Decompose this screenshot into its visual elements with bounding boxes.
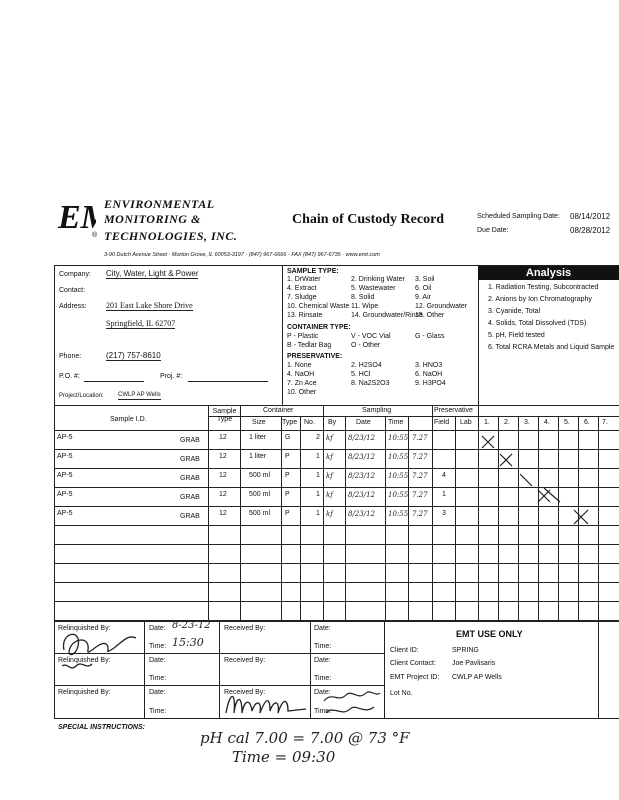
- row-container-type: G: [285, 434, 291, 441]
- row-by: kf: [326, 434, 333, 442]
- date-label-3: Date:: [149, 657, 166, 664]
- row-by: kf: [326, 453, 333, 461]
- signature-relinquished: [56, 622, 146, 682]
- received-by-label-1: Received By:: [224, 625, 266, 632]
- relinquished-by-label-1: Relinquished By:: [58, 625, 111, 632]
- sample-type-item: 2. Drinking Water: [351, 276, 405, 283]
- row-temp: 7.27: [412, 491, 428, 499]
- row-field: 3: [442, 510, 446, 517]
- sample-type-title: SAMPLE TYPE:: [287, 268, 339, 275]
- row-time: 10:55: [388, 510, 409, 518]
- row-time: 10:55: [388, 453, 409, 461]
- row-grab: GRAB: [180, 475, 200, 482]
- analysis-col-6: 6.: [584, 419, 590, 426]
- client-id-label: Client ID:: [390, 647, 419, 654]
- col-sample-type: Sample Type: [212, 408, 237, 423]
- date-value-1: 8-23-12: [172, 620, 211, 631]
- date-label-5: Date:: [149, 689, 166, 696]
- check-mark-icon: [482, 436, 494, 448]
- sample-type-item: 6. Oil: [415, 285, 432, 292]
- row-container-type: P: [285, 510, 290, 517]
- row-date: 8/23/12: [348, 434, 375, 442]
- company-label: Company:: [59, 271, 91, 278]
- container-type-item: P - Plastic: [287, 333, 319, 340]
- company-address: 3-90 Dutch Avenue Street · Morton Grove, IL 60053-3197 · (847) 967-6666 · FAX (847) 967-6735 · www.emt.com: [104, 252, 380, 258]
- received-by-label-2: Received By:: [224, 657, 266, 664]
- row-count: 1: [316, 453, 320, 460]
- project-location-value: CWLP AP Wells: [118, 392, 161, 398]
- address-line1: 201 East Lake Shore Drive: [106, 301, 193, 310]
- time-label-5: Time:: [149, 708, 167, 715]
- row-temp: 7.27: [412, 472, 428, 480]
- row-time: 10:55: [388, 472, 409, 480]
- preservative-item: 8. Na2S2O3: [351, 380, 390, 387]
- emt-logo-icon: [56, 190, 96, 238]
- col-by: By: [328, 419, 337, 426]
- col-field: Field: [434, 419, 450, 426]
- row-by: kf: [326, 472, 333, 480]
- logo: [56, 190, 96, 238]
- date-label-6: Date:: [314, 689, 331, 696]
- row-temp: 7.27: [412, 510, 428, 518]
- special-note-line1: pH cal 7.00 = 7.00 @ 73 °F: [200, 729, 410, 747]
- sample-type-item: 5. Wastewater: [351, 285, 396, 292]
- received-by-label-3: Received By:: [224, 689, 266, 696]
- row-size: 500 ml: [249, 510, 271, 517]
- col-type: Type: [282, 419, 298, 426]
- analysis-item: 5. pH, Field tested: [488, 332, 545, 339]
- row-sample-type: 12: [219, 453, 227, 460]
- analysis-check-marks: [478, 430, 619, 530]
- sample-type-item: 7. Sludge: [287, 294, 317, 301]
- row-container-type: P: [285, 453, 290, 460]
- preservative-item: 9. H3PO4: [415, 380, 446, 387]
- preservative-item: 1. None: [287, 362, 312, 369]
- project-id-value: CWLP AP Wells: [452, 674, 502, 681]
- row-temp: 7.27: [412, 434, 428, 442]
- preservative-item: 6. NaOH: [415, 371, 443, 378]
- time-value-1: 15:30: [172, 636, 204, 649]
- sample-type-item: 11. Wipe: [351, 303, 379, 310]
- row-container-type: P: [285, 472, 290, 479]
- due-date-value: 08/28/2012: [570, 226, 611, 235]
- row-count: 1: [316, 510, 320, 517]
- row-sample-id: AP-5: [57, 472, 73, 479]
- sample-type-item: 14. Groundwater/Rinse: [351, 312, 423, 319]
- container-type-item: O - Other: [351, 342, 381, 349]
- time-label-1: Time:: [149, 643, 167, 650]
- col-sample-id: Sample I.D.: [110, 416, 147, 423]
- row-date: 8/23/12: [348, 510, 375, 518]
- row-sample-type: 12: [219, 491, 227, 498]
- row-size: 500 ml: [249, 472, 271, 479]
- row-field: 1: [442, 491, 446, 498]
- proj-label: Proj. #:: [160, 373, 183, 380]
- row-sample-id: AP-5: [57, 453, 73, 460]
- row-sample-type: 12: [219, 434, 227, 441]
- date-label-4: Date:: [314, 657, 331, 664]
- project-id-label: EMT Project ID:: [390, 674, 440, 681]
- check-mark-icon: [520, 474, 532, 486]
- address-label: Address:: [59, 303, 87, 310]
- lot-no-label: Lot No.: [390, 690, 413, 697]
- col-lab: Lab: [460, 419, 472, 426]
- check-mark-icon: [538, 488, 560, 502]
- analysis-item: 6. Total RCRA Metals and Liquid Sample: [488, 344, 615, 351]
- analysis-col-4: 4.: [544, 419, 550, 426]
- time-label-3: Time:: [149, 675, 167, 682]
- row-by: kf: [326, 491, 333, 499]
- check-mark-icon: [574, 510, 588, 524]
- preservative-item: 7. Zn Ace: [287, 380, 317, 387]
- row-date: 8/23/12: [348, 453, 375, 461]
- container-type-item: G - Glass: [415, 333, 445, 340]
- scheduled-date-label: Scheduled Sampling Date:: [477, 213, 560, 220]
- special-note-line2: Time = 09:30: [232, 748, 336, 766]
- analysis-col-2: 2.: [504, 419, 510, 426]
- analysis-col-3: 3.: [524, 419, 530, 426]
- analysis-item: 3. Cyanide, Total: [488, 308, 541, 315]
- sample-type-item: 10. Chemical Waste: [287, 303, 350, 310]
- row-sample-type: 12: [219, 510, 227, 517]
- page-title: Chain of Custody Record: [292, 212, 445, 227]
- row-by: kf: [326, 510, 333, 518]
- logo-reg-mark: ®: [92, 232, 98, 239]
- preservative-item: 3. HNO3: [415, 362, 443, 369]
- sample-type-item: 9. Air: [415, 294, 431, 301]
- col-date: Date: [356, 419, 371, 426]
- row-date: 8/23/12: [348, 491, 375, 499]
- preservative-item: 2. H2SO4: [351, 362, 382, 369]
- row-container-type: P: [285, 491, 290, 498]
- po-label: P.O. #:: [59, 373, 80, 380]
- sample-type-item: 1. DrWater: [287, 276, 321, 283]
- client-contact-value: Joe Pavlisaris: [452, 660, 496, 667]
- analysis-col-1: 1.: [484, 419, 490, 426]
- company-name-line3: TECHNOLOGIES, INC.: [104, 229, 238, 243]
- container-type-title: CONTAINER TYPE:: [287, 324, 351, 331]
- time-label-6: Time:: [314, 708, 332, 715]
- row-grab: GRAB: [180, 494, 200, 501]
- row-field: 4: [442, 472, 446, 479]
- row-count: 2: [316, 434, 320, 441]
- row-sample-id: AP-5: [57, 491, 73, 498]
- col-sampling: Sampling: [362, 407, 392, 414]
- col-preservative: Preservative: [434, 407, 473, 414]
- logo-letters: E: [58, 199, 81, 236]
- row-count: 1: [316, 472, 320, 479]
- time-label-4: Time:: [314, 675, 332, 682]
- row-temp: 7.27: [412, 453, 428, 461]
- preservative-title: PRESERVATIVE:: [287, 353, 343, 360]
- client-contact-label: Client Contact:: [390, 660, 436, 667]
- analysis-item: 2. Anions by Ion Chromatography: [488, 296, 592, 303]
- analysis-col-5: 5.: [564, 419, 570, 426]
- row-grab: GRAB: [180, 513, 200, 520]
- preservative-item: 10. Other: [287, 389, 317, 396]
- sample-type-item: 15. Other: [415, 312, 445, 319]
- row-grab: GRAB: [180, 437, 200, 444]
- row-time: 10:55: [388, 491, 409, 499]
- phone-value: (217) 757-8610: [106, 351, 161, 360]
- row-time: 10:55: [388, 434, 409, 442]
- phone-label: Phone:: [59, 353, 82, 360]
- row-size: 1 liter: [249, 434, 267, 441]
- preservative-item: 5. HCl: [351, 371, 371, 378]
- sample-type-item: 12. Groundwater: [415, 303, 468, 310]
- client-id-value: SPRING: [452, 647, 479, 654]
- analysis-col-7: 7.: [602, 419, 608, 426]
- row-sample-type: 12: [219, 472, 227, 479]
- date-label-2: Date:: [314, 625, 331, 632]
- row-grab: GRAB: [180, 456, 200, 463]
- due-date-label: Due Date:: [477, 227, 509, 234]
- container-type-item: B - Tedlar Bag: [287, 342, 332, 349]
- container-type-item: V - VOC Vial: [351, 333, 391, 340]
- col-no: No.: [304, 419, 315, 426]
- row-count: 1: [316, 491, 320, 498]
- sample-type-item: 4. Extract: [287, 285, 317, 292]
- row-size: 1 liter: [249, 453, 267, 460]
- col-size: Size: [252, 419, 266, 426]
- time-label-2: Time:: [314, 643, 332, 650]
- row-date: 8/23/12: [348, 472, 375, 480]
- relinquished-by-label-3: Relinquished By:: [58, 689, 111, 696]
- row-sample-id: AP-5: [57, 434, 73, 441]
- preservative-item: 4. NaOH: [287, 371, 315, 378]
- address-line2: Springfield, IL 62707: [106, 319, 176, 328]
- special-instructions-label: SPECIAL INSTRUCTIONS:: [58, 724, 145, 731]
- relinquished-by-label-2: Relinquished By:: [58, 657, 111, 664]
- check-mark-icon: [500, 454, 512, 466]
- company-name-line2: MONITORING &: [104, 212, 201, 226]
- sample-type-item: 3. Soil: [415, 276, 435, 283]
- analysis-item: 4. Solids, Total Dissolved (TDS): [488, 320, 587, 327]
- company-name-line1: ENVIRONMENTAL: [104, 197, 215, 211]
- signature-received: [222, 687, 312, 721]
- company-value: City, Water, Light & Power: [106, 269, 199, 278]
- project-location-label: Project/Location:: [59, 393, 104, 399]
- sample-type-item: 13. Rinsate: [287, 312, 323, 319]
- row-size: 500 ml: [249, 491, 271, 498]
- analysis-item: 1. Radiation Testing, Subcontracted: [488, 284, 599, 291]
- analysis-header: Analysis: [478, 266, 619, 280]
- scheduled-date-value: 08/14/2012: [570, 212, 611, 221]
- emt-use-title: EMT USE ONLY: [456, 629, 523, 639]
- col-container: Container: [263, 407, 294, 414]
- date-label-1: Date:: [149, 625, 166, 632]
- sample-type-item: 8. Solid: [351, 294, 375, 301]
- col-time: Time: [388, 419, 404, 426]
- contact-label: Contact:: [59, 287, 86, 294]
- signature-date-scribble: [322, 687, 382, 719]
- row-sample-id: AP-5: [57, 510, 73, 517]
